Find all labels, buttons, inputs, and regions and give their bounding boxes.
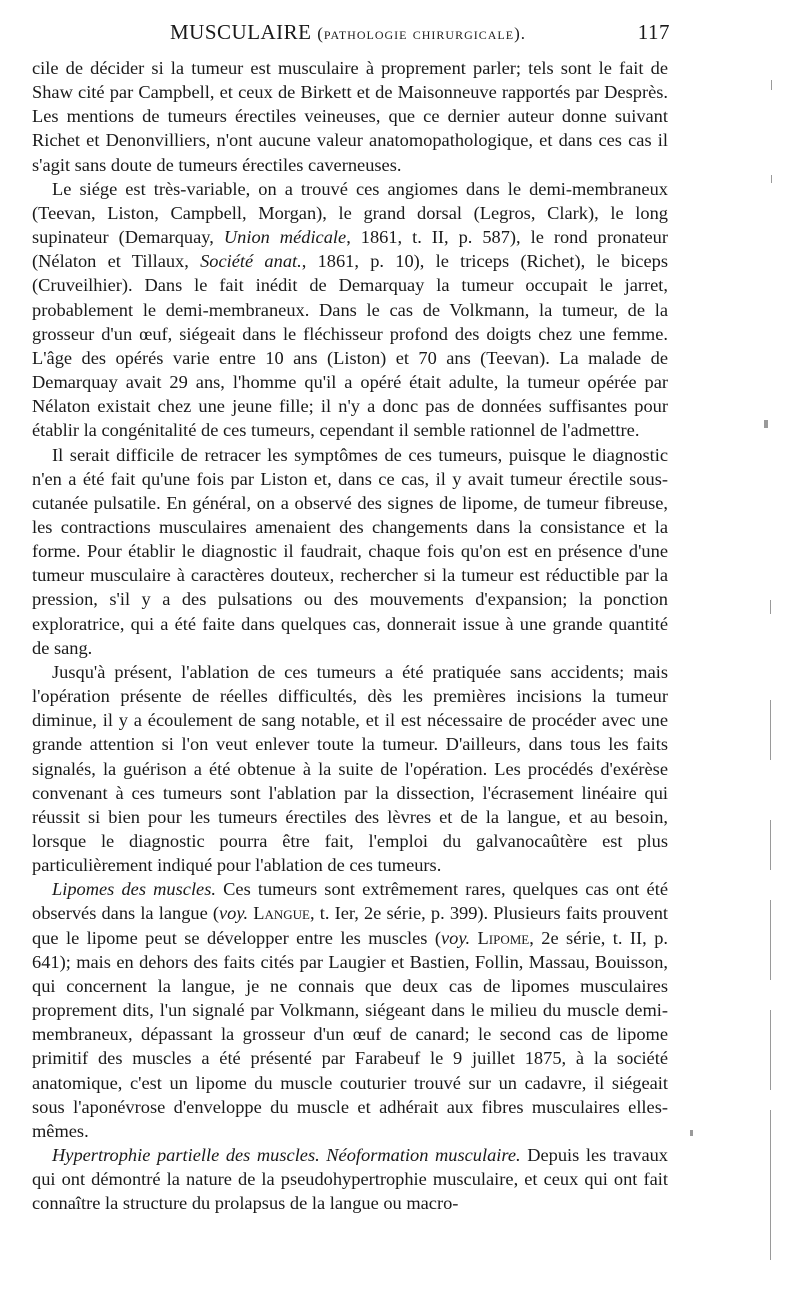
- paragraph: [32, 877, 668, 1143]
- running-title: MUSCULAIRE (pathologie chirurgicale).: [170, 20, 526, 44]
- italic-text: voy.: [441, 927, 471, 948]
- text-run: , 1861, t. II, p. 587), le rond pronateur (Nélaton et Tillaux,: [32, 227, 669, 272]
- page-number: 117: [637, 20, 670, 44]
- text-run: , 2e série, t. II, p. 641); mais en dehors des faits cités par Laugier et Bastien, Follin, Massau, Bouisson, qui concernent la langue, je ne connais que deux cas de lipomes musculaires proprement dits, l'un signalé par Volkmann, siégeant dans le milieu du muscle demi-membraneux, dépassant la grosseur d'un œuf de canard; le second cas de lipome primitif des muscles a été présenté par Farabeuf le 9 juillet 1875, à la société anatomique, c'est un lipome du muscle couturier trouvé sur un cadavre, il siégeait sous l'aponévrose d'enveloppe du muscle et adhérait aux fibres musculaires elles-mêmes.: [32, 927, 668, 1141]
- paragraph: [32, 660, 668, 877]
- italic-text: Union médicale: [223, 227, 347, 248]
- text-run: , t. Ier, 2e série, p. 399). Plusieurs faits prouvent que le lipome peut se développer entre les muscles (: [32, 903, 669, 948]
- paragraph: [32, 1143, 668, 1215]
- italic-text: Lipomes des muscles.: [52, 879, 216, 900]
- text-run: Il serait difficile de retracer les symptômes de ces tumeurs, puisque le diagnostic n'en a été fait qu'une fois par Liston et, dans ce cas, il y avait tumeur érectile sous-cutanée pulsatile. En général, on a observé des signes de lipome, de tumeur fibreuse, les contractions musculaires amenaient des changements dans la consistance et la forme. Pour établir le diagnostic il faudrait, chaque fois qu'on est en présence d'une tumeur musculaire à caractères douteux, rechercher si la tumeur est réductible par la pression, s'il y a des pulsations ou des mouvements d'expansion; la ponction exploratrice, qui a été faite dans quelques cas, donnerait issue à une grande quantité de sang.: [32, 444, 668, 658]
- italic-text: Société anat.: [200, 251, 302, 272]
- small-caps-text: Langue: [253, 903, 310, 924]
- text-run: Ces tumeurs sont extrêmement rares, quelques cas ont été observés dans la langue (: [32, 879, 668, 924]
- paragraph: [32, 443, 668, 660]
- text-run: [470, 928, 477, 948]
- paragraph: [32, 56, 668, 177]
- running-subtitle: (pathologie chirurgicale).: [317, 24, 526, 43]
- italic-text: voy.: [219, 903, 249, 924]
- text-run: Le siége est très-variable, on a trouvé ces angiomes dans le demi-membraneux (Teevan, Liston, Campbell, Morgan), le grand dorsal (Legros, Clark), le long supinateur (Demarquay,: [32, 178, 668, 248]
- text-run: cile de décider si la tumeur est musculaire à proprement parler; tels sont le fait de Shaw cité par Campbell, et ceux de Birkett et de Maisonneuve rapportés par Desprès. Les mentions de tumeurs érectiles veineuses, que ce dernier auteur donne suivant Richet et Denonvilliers, n'ont aucune valeur anatomopathologique, et dans ces cas il s'agit sans doute de tumeurs érectiles caverneuses.: [32, 58, 668, 175]
- body-text: [32, 56, 668, 1216]
- paragraph: [32, 177, 668, 443]
- small-caps-text: Lipome: [477, 927, 530, 948]
- text-run: Jusqu'à présent, l'ablation de ces tumeurs a été pratiquée sans accidents; mais l'opération présente de réelles difficultés, dès les premières incisions la tumeur diminue, il y a écoulement de sang notable, et il est nécessaire de procéder avec une grande attention si l'on veut enlever toute la tumeur. D'ailleurs, dans tous les faits signalés, la guérison a été obtenue à la suite de l'opération. Les procédés d'exérèse convenant à ces tumeurs sont l'ablation par la dissection, l'écrasement linéaire qui réussit si bien pour les tumeurs érectiles des lèvres et de la langue, et au besoin, lorsque le diagnostic pourra être fait, l'emploi du galvanocaûtère est plus particulièrement indiqué pour l'ablation de ces tumeurs.: [32, 661, 668, 876]
- italic-text: Hypertrophie partielle des muscles. Néoformation musculaire.: [52, 1145, 521, 1166]
- text-run: Depuis les travaux qui ont démontré la nature de la pseudohypertrophie musculaire, et ceux qui ont fait connaître la structure du prolapsus de la langue ou macro-: [32, 1145, 669, 1214]
- text-run: , 1861, p. 10), le triceps (Richet), le biceps (Cruveilhier). Dans le fait inédit de Demarquay la tumeur occupait le jarret, probablement le demi-membraneux. Dans le cas de Volkmann, la tumeur, de la grosseur d'un œuf, siégeait dans le fléchisseur profond des doigts chez une femme. L'âge des opérés varie entre 10 ans (Liston) et 70 ans (Teevan). La malade de Demarquay avait 29 ans, l'homme qu'il a opéré était adulte, la tumeur opérée par Nélaton existait chez une jeune fille; il n'y a donc pas de données suffisantes pour établir la congénitalité de ces tumeurs, cependant il semble rationnel de l'admettre.: [32, 251, 668, 441]
- running-header: [170, 20, 670, 50]
